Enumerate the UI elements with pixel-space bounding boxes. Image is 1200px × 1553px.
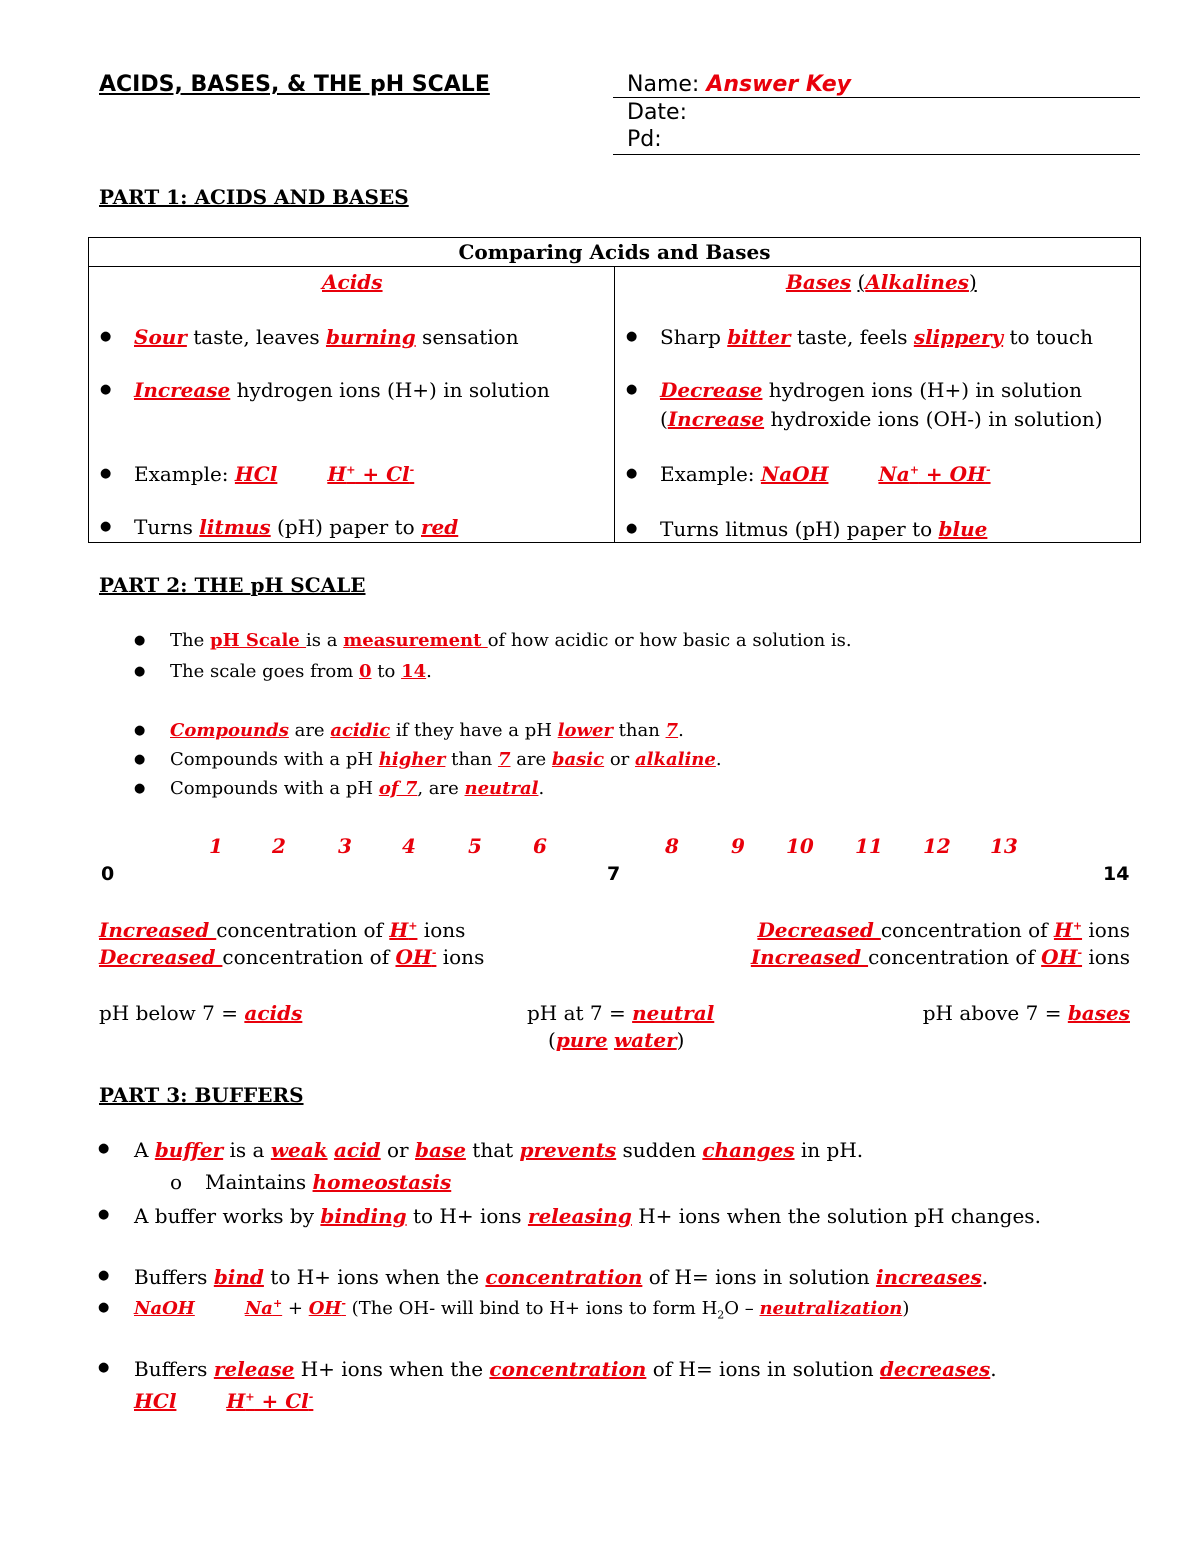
text: of how acidic or how basic a solution is.: [487, 630, 852, 651]
text: is a: [223, 1138, 271, 1162]
neutral-answer: neutral: [632, 1001, 715, 1025]
paren: ): [676, 1028, 685, 1052]
base-example-naoh: NaOH: [760, 462, 829, 486]
neutral-rule: [170, 778, 544, 799]
paren: ): [968, 270, 977, 294]
concentration-term: concentration: [485, 1265, 643, 1289]
text: or: [604, 749, 635, 770]
base-litmus: [660, 517, 987, 541]
weak-term: weak: [270, 1138, 328, 1162]
paren: (: [857, 270, 866, 294]
text: to H+ ions: [406, 1204, 528, 1228]
compounds-term: Compounds: [170, 720, 289, 741]
paren: (: [548, 1028, 556, 1052]
prevents-term: prevents: [519, 1138, 617, 1162]
base-litmus-blue: blue: [938, 517, 988, 541]
base-slippery: slippery: [913, 325, 1004, 349]
lower-term: lower: [557, 720, 613, 741]
text: .: [981, 1265, 989, 1289]
base-h-concentration: Decreased concentration of H+ ions: [757, 918, 1130, 942]
acid-litmus-word: litmus: [199, 515, 271, 539]
text: A buffer works by: [134, 1204, 321, 1228]
ph-number: 12: [923, 834, 951, 858]
ph-below-seven: [99, 1001, 302, 1025]
acid-oh-concentration: Decreased concentration of OH- ions: [99, 945, 485, 969]
text: , are: [417, 778, 465, 799]
part1-heading: PART 1: ACIDS AND BASES: [99, 185, 409, 209]
text: sudden: [616, 1138, 703, 1162]
text: to H+ ions when the: [263, 1265, 486, 1289]
text: pH above 7 =: [922, 1001, 1068, 1025]
text: hydrogen ions (H+) in solution: [230, 378, 550, 402]
acid-h-concentration: Increased concentration of H+ ions: [99, 918, 466, 942]
increases-term: increases: [875, 1265, 982, 1289]
homeostasis-term: homeostasis: [312, 1170, 452, 1194]
text: Buffers: [134, 1265, 214, 1289]
hcl-example: [134, 1389, 313, 1413]
oh-ion: OH: [395, 945, 432, 969]
text: H: [327, 462, 347, 486]
acid-example-hcl: HCl: [234, 462, 278, 486]
naoh-term: NaOH: [134, 1298, 195, 1319]
part3-heading: PART 3: BUFFERS: [99, 1083, 304, 1107]
text: .: [678, 720, 684, 741]
text: ions: [417, 918, 466, 942]
naoh-example: ● NaOH Na+ + OH- (The OH- will bind to H+ ions to form $H_2O$ – neutralization): [134, 1297, 909, 1322]
higher-term: higher: [378, 749, 446, 770]
h-ion: H: [1053, 918, 1073, 942]
ph-number: 1: [209, 834, 223, 858]
basic-rule: [170, 749, 722, 770]
neutralization-term: neutralization: [759, 1298, 903, 1319]
acidic-rule: [170, 720, 684, 741]
table-title: Comparing Acids and Bases: [458, 240, 771, 264]
oh-ion: OH: [308, 1298, 342, 1319]
base-decrease: Decrease: [660, 378, 763, 402]
buffer-definition: [134, 1138, 863, 1162]
ph-number: 4: [402, 834, 416, 858]
pure-water-note: [548, 1028, 684, 1052]
date-label: Date:: [627, 100, 687, 125]
ph-number: 5: [468, 834, 482, 858]
pd-label: Pd:: [627, 127, 662, 152]
water-word: water: [613, 1028, 677, 1052]
of-seven-term: of 7: [378, 778, 418, 799]
ph-number: 7: [607, 863, 621, 885]
text: Compounds with a pH: [170, 778, 379, 799]
text: than: [612, 720, 666, 741]
buffer-term: buffer: [154, 1138, 224, 1162]
text: The: [170, 630, 210, 651]
acid-example-products: H+ + Cl-: [327, 462, 415, 486]
base-example-products: Na+ + OH-: [878, 462, 991, 486]
decreases-term: decreases: [879, 1357, 991, 1381]
acid-taste-sour: Sour: [134, 325, 187, 349]
text: Turns: [134, 515, 200, 539]
hcl-products: H+ + Cl-: [226, 1389, 314, 1413]
text: ions: [1082, 918, 1130, 942]
acids-column: [89, 267, 615, 543]
text: concentration of: [868, 945, 1042, 969]
acidic-term: acidic: [330, 720, 391, 741]
acid-term: acid: [333, 1138, 381, 1162]
text: Buffers: [134, 1357, 214, 1381]
ph-number: 11: [855, 834, 883, 858]
acid-increase: Increase: [134, 378, 231, 402]
increased-term: Increased: [750, 945, 869, 969]
acid-property-ions: [134, 378, 550, 402]
basic-term: basic: [551, 749, 605, 770]
text: pH at 7 =: [527, 1001, 633, 1025]
buffer-mechanism: [134, 1204, 1041, 1228]
text: hydroxide ions (OH-) in solution): [764, 407, 1103, 431]
base-bitter: bitter: [727, 325, 791, 349]
seven-term: 7: [497, 749, 511, 770]
text: H+ ions when the: [294, 1357, 490, 1381]
name-underline: [613, 97, 1140, 98]
text: taste, feels: [790, 325, 914, 349]
text: or: [380, 1138, 415, 1162]
text: in pH.: [794, 1138, 864, 1162]
buffer-bind-rule: [134, 1265, 988, 1289]
paren: (: [660, 407, 668, 431]
acids-answer: acids: [244, 1001, 303, 1025]
name-field: [627, 72, 851, 97]
acids-cell: [89, 267, 614, 542]
text: are: [510, 749, 552, 770]
worksheet-title: ACIDS, BASES, & THE pH SCALE: [99, 72, 490, 97]
text: H+ ions when the solution pH changes.: [631, 1204, 1041, 1228]
text: Na: [878, 462, 910, 486]
text: .: [715, 749, 722, 770]
text: (pH) paper to: [270, 515, 421, 539]
base-property-ions: [660, 378, 1082, 402]
acids-heading: Acids: [322, 270, 383, 294]
changes-term: changes: [702, 1138, 795, 1162]
text: .: [538, 778, 545, 799]
text: Example:: [134, 462, 235, 486]
decreased-term: Decreased: [99, 945, 223, 969]
hcl-term: HCl: [134, 1389, 177, 1413]
base-increase: Increase: [667, 407, 765, 431]
comparison-table: [88, 237, 1141, 543]
ph-number: 3: [338, 834, 352, 858]
acid-example: [134, 462, 414, 486]
binding-term: binding: [320, 1204, 407, 1228]
pure-word: pure: [555, 1028, 608, 1052]
text: concentration of: [222, 945, 396, 969]
ph-number: 10: [786, 834, 814, 858]
text: H: [226, 1389, 246, 1413]
text: Example:: [660, 462, 761, 486]
acid-litmus-red: red: [421, 515, 459, 539]
text: + Cl: [355, 462, 410, 486]
text: sensation: [415, 325, 519, 349]
base-example: [660, 462, 991, 486]
acid-taste-burning: burning: [325, 325, 416, 349]
range-min: 0: [359, 661, 372, 682]
bases-column: [615, 267, 1141, 543]
bind-term: bind: [213, 1265, 264, 1289]
text: + OH: [918, 462, 986, 486]
neutral-term: neutral: [464, 778, 539, 799]
homeostasis-subitem: [170, 1170, 451, 1194]
pd-underline: [613, 154, 1140, 155]
name-value: Answer Key: [706, 72, 851, 97]
text: hydrogen ions (H+) in solution: [762, 378, 1082, 402]
na-ion: Na: [244, 1298, 273, 1319]
ph-scale-range: [170, 661, 432, 682]
text: are: [288, 720, 331, 741]
text: ions: [1082, 945, 1130, 969]
text: to touch: [1003, 325, 1093, 349]
acid-litmus: [134, 515, 458, 539]
name-label: Name:: [627, 72, 700, 97]
text: of H= ions in solution: [646, 1357, 880, 1381]
bases-cell: [615, 267, 1140, 542]
text: taste, leaves: [186, 325, 326, 349]
bases-answer: bases: [1067, 1001, 1130, 1025]
text: + Cl: [254, 1389, 309, 1413]
text: O –: [724, 1298, 760, 1319]
ph-number: 2: [272, 834, 286, 858]
h-ion: H: [389, 918, 409, 942]
ph-at-seven: [527, 1001, 714, 1025]
measurement-term: measurement: [343, 630, 488, 651]
text: A: [134, 1138, 155, 1162]
buffer-release-rule: [134, 1357, 997, 1381]
text: ): [902, 1298, 910, 1319]
ph-number: 8: [665, 834, 679, 858]
alkalines-word: Alkalines: [865, 270, 969, 294]
ph-scale-term: pH Scale: [209, 630, 307, 651]
text: Compounds with a pH: [170, 749, 379, 770]
text: Turns litmus (pH) paper to: [660, 517, 939, 541]
text: The scale goes from: [170, 661, 360, 682]
base-term: base: [414, 1138, 466, 1162]
text: is a: [306, 630, 344, 651]
text: that: [465, 1138, 520, 1162]
text: if they have a pH: [390, 720, 558, 741]
text: than: [445, 749, 498, 770]
concentration-term: concentration: [489, 1357, 647, 1381]
part2-heading: PART 2: THE pH SCALE: [99, 573, 366, 597]
base-oh-concentration: Increased concentration of OH- ions: [750, 945, 1130, 969]
text: Sharp: [660, 325, 728, 349]
text: .: [426, 661, 432, 682]
ph-number: 6: [533, 834, 547, 858]
alkaline-term: alkaline: [635, 749, 716, 770]
decreased-term: Decreased: [757, 918, 881, 942]
ph-number: 13: [990, 834, 1018, 858]
text: (The OH- will bind to H+ ions to form H: [345, 1298, 718, 1319]
increased-term: Increased: [99, 918, 217, 942]
release-term: release: [213, 1357, 295, 1381]
text: pH below 7 =: [99, 1001, 245, 1025]
releasing-term: releasing: [527, 1204, 632, 1228]
bases-word: Bases: [786, 270, 852, 294]
ph-number: 0: [101, 863, 115, 885]
base-property-taste: [660, 325, 1093, 349]
oh-ion: OH: [1041, 945, 1078, 969]
text: concentration of: [880, 918, 1054, 942]
acid-property-taste: [134, 325, 519, 349]
range-max: 14: [401, 661, 427, 682]
ph-scale-definition: [170, 630, 852, 651]
text: to: [371, 661, 402, 682]
seven-term: 7: [665, 720, 679, 741]
base-property-hydroxide: [660, 407, 1103, 431]
ph-above-seven: [923, 1001, 1130, 1025]
text: Maintains: [205, 1170, 313, 1194]
text: concentration of: [216, 918, 390, 942]
text: ions: [436, 945, 485, 969]
bases-heading: [786, 270, 977, 294]
text: .: [990, 1357, 997, 1381]
table-title-cell: [89, 238, 1141, 267]
ph-number: 9: [731, 834, 745, 858]
ph-number: 14: [1103, 863, 1130, 885]
text: +: [282, 1298, 309, 1319]
text: of H= ions in solution: [642, 1265, 876, 1289]
sub-bullet: o: [170, 1170, 183, 1194]
